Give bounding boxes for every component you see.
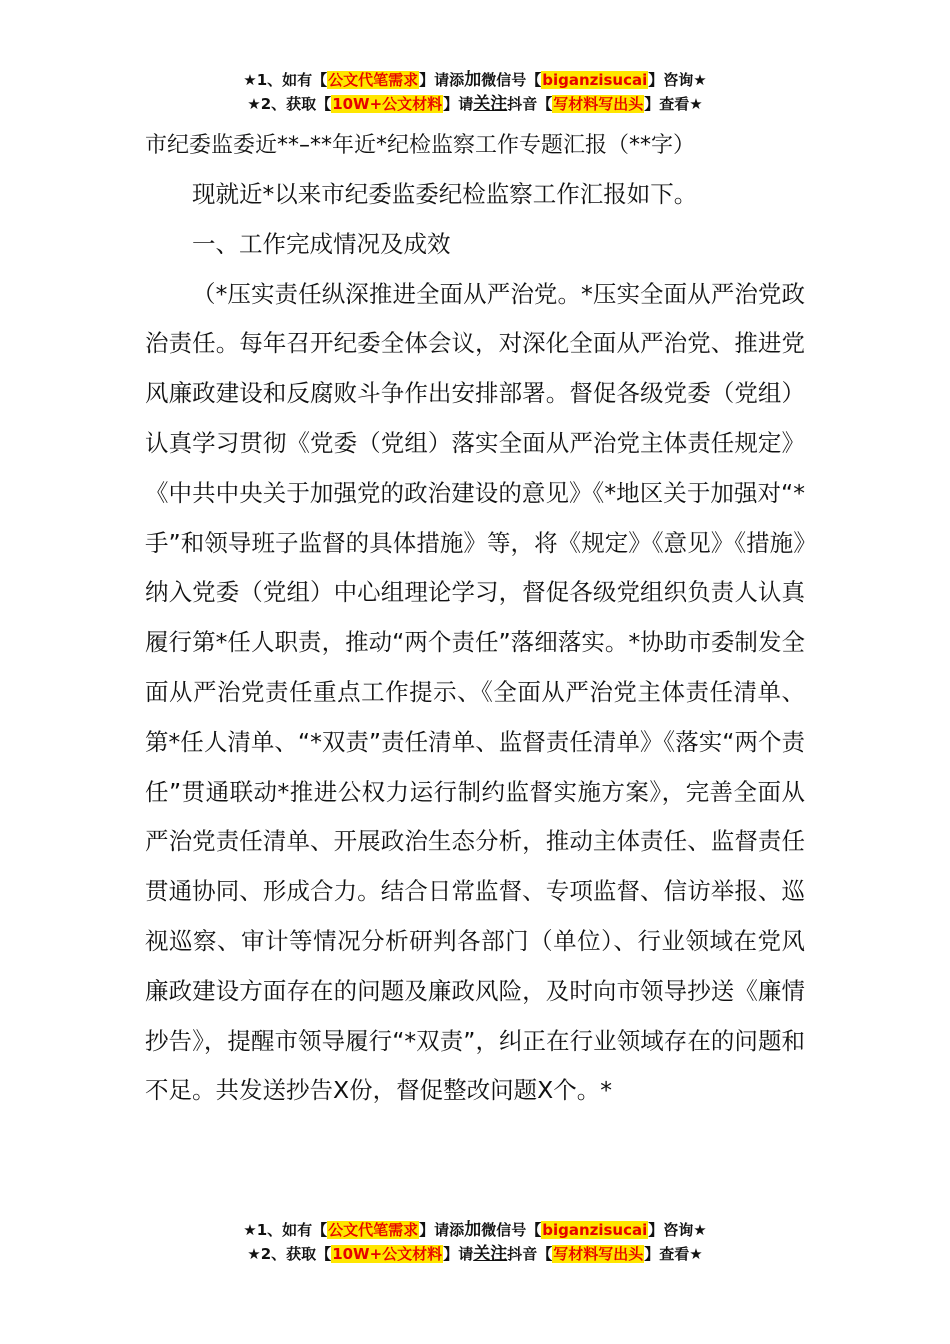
highlight-materials: 10W+公文材料 bbox=[332, 1245, 443, 1263]
banner-line-2: ★2、获取【10W+公文材料】请关注抖音【写材料写出头】查看★ bbox=[247, 1244, 703, 1264]
highlight-materials: 10W+公文材料 bbox=[332, 95, 443, 113]
top-ad-banner bbox=[0, 68, 950, 116]
highlight-douyin: 写材料写出头 bbox=[553, 95, 644, 113]
body-paragraph: （*压实责任纵深推进全面从严治党。*压实全面从严治党政治责任。每年召开纪委全体会议，对深化全面从严治党、推进党风廉政建设和反腐败斗争作出安排部署。督促各级党委（党组）认真学习贯彻《党委（党组）落实全面从严治党主体责任规定》《中共中央关于加强党的政治建设的意见》《*地区关于加强对“*手”和领导班子监督的具体措施》等，将《规定》《意见》《措施》纳入党委（党组）中心组理论学习，督促各级党组织负责人认真履行第*任人职责，推动“两个责任”落细落实。*协助市委制发全面从严治党责任重点工作提示、《全面从严治党主体责任清单、第*任人清单、“*双责”责任清单、监督责任清单》《落实“两个责任”贯通联动*推进公权力运行制约监督实施方案》，完善全面从严治党责任清单、开展政治生态分析，推动主体责任、监督责任贯通协同、形成合力。结合日常监督、专项监督、信访举报、巡视巡察、审计等情况分析研判各部门（单位）、行业领域在党风廉政建设方面存在的问题及廉政风险，及时向市领导抄送《廉情抄告》，提醒市领导履行“*双责”，纠正在行业领域存在的问题和不足。共发送抄告X份，督促整改问题X个。* bbox=[145, 279, 805, 1105]
section-heading: 一、工作完成情况及成效 bbox=[192, 229, 451, 258]
highlight-wechat-id: biganzisucai bbox=[542, 71, 648, 89]
highlight-demand: 公文代笔需求 bbox=[328, 1221, 419, 1239]
banner-line-1: ★1、如有【公文代笔需求】请添加微信号【biganzisucai】咨询★ bbox=[243, 70, 707, 90]
bottom-ad-banner bbox=[0, 1218, 950, 1266]
document-body bbox=[145, 170, 805, 1116]
highlight-demand: 公文代笔需求 bbox=[328, 71, 419, 89]
banner-line-2: ★2、获取【10W+公文材料】请关注抖音【写材料写出头】查看★ bbox=[247, 94, 703, 114]
highlight-douyin: 写材料写出头 bbox=[553, 1245, 644, 1263]
intro-paragraph: 现就近*以来市纪委监委纪检监察工作汇报如下。 bbox=[192, 180, 698, 208]
banner-line-1: ★1、如有【公文代笔需求】请添加微信号【biganzisucai】咨询★ bbox=[243, 1220, 707, 1240]
highlight-wechat-id: biganzisucai bbox=[542, 1221, 648, 1239]
document-title: 市纪委监委近**–**年近*纪检监察工作专题汇报（**字） bbox=[145, 133, 696, 158]
